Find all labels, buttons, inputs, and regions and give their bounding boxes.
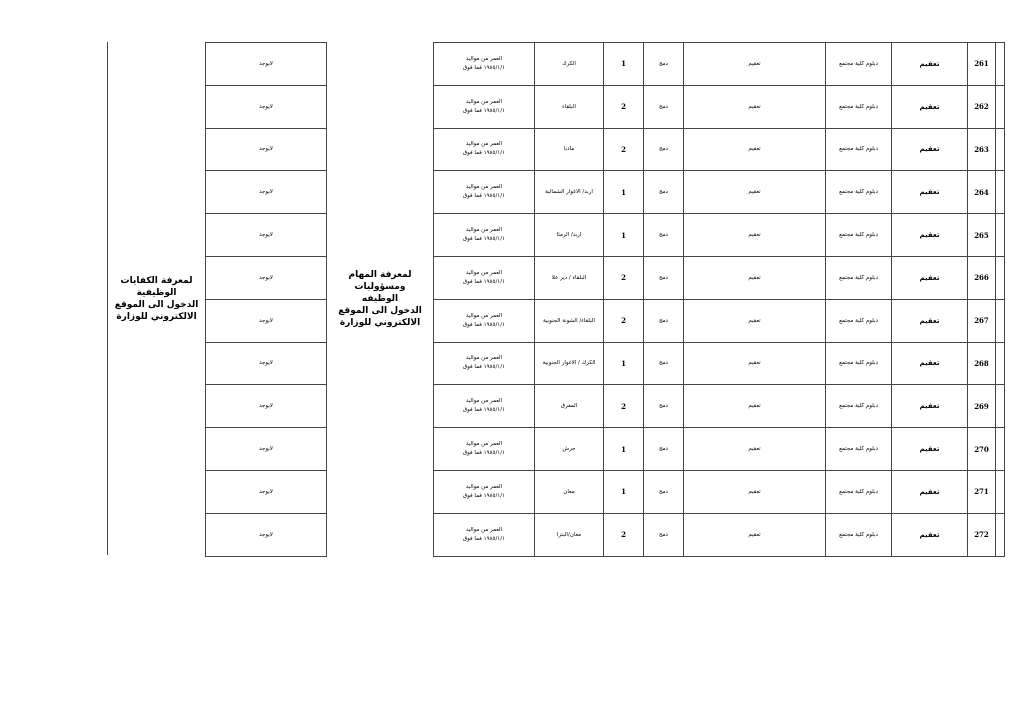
table-row xyxy=(434,128,1005,171)
left-row xyxy=(206,470,327,513)
type-cell: دمج xyxy=(644,513,684,556)
count-cell: 1 xyxy=(604,43,644,86)
left-column-table xyxy=(205,42,327,557)
count-cell: 1 xyxy=(604,342,644,385)
row-number-cell: 262 xyxy=(968,85,996,128)
tasks-note-line: لمعرفة المهام ومسؤوليات xyxy=(348,269,412,292)
age-cell xyxy=(434,385,535,428)
table-row xyxy=(434,428,1005,471)
age-cell xyxy=(434,171,535,214)
qualification-cell: دبلوم كلية مجتمع xyxy=(826,256,892,299)
qualification-cell: دبلوم كلية مجتمع xyxy=(826,128,892,171)
left-cell-value: لايوجد xyxy=(206,43,327,86)
job-cell: تعقيم xyxy=(892,513,968,556)
tasks-note-line: الوظيفه xyxy=(361,293,399,304)
type-cell: دمج xyxy=(644,128,684,171)
tasks-note xyxy=(327,42,433,555)
location-cell: البلقاء xyxy=(535,85,604,128)
competencies-note-line: لمعرفة الكفايات الوظيفية xyxy=(120,275,193,298)
type-cell: دمج xyxy=(644,256,684,299)
left-row xyxy=(206,43,327,86)
left-row xyxy=(206,385,327,428)
left-cell-value: لايوجد xyxy=(206,470,327,513)
location-cell: معان xyxy=(535,470,604,513)
age-line: ١٩٨٥/١/١ فما فوق xyxy=(462,450,506,457)
edge-cell xyxy=(996,43,1005,86)
type-cell: دمج xyxy=(644,214,684,257)
age-line: العمر من مواليد xyxy=(465,441,503,448)
job-cell: تعقيم xyxy=(892,256,968,299)
row-number-cell: 268 xyxy=(968,342,996,385)
edge-cell xyxy=(996,214,1005,257)
location-cell: اربد/ الاغوار الشمالية xyxy=(535,171,604,214)
table-row xyxy=(434,470,1005,513)
age-line: ١٩٨٥/١/١ فما فوق xyxy=(462,150,506,157)
type-cell: دمج xyxy=(644,385,684,428)
competencies-note-line: الدخول الى الموقع xyxy=(114,299,199,310)
age-line: العمر من مواليد xyxy=(465,141,503,148)
left-cell-value: لايوجد xyxy=(206,513,327,556)
type-cell: دمج xyxy=(644,342,684,385)
specialty-cell: تعقيم xyxy=(684,214,826,257)
location-cell: جرش xyxy=(535,428,604,471)
age-line: ١٩٨٥/١/١ فما فوق xyxy=(462,535,506,542)
row-number-cell: 264 xyxy=(968,171,996,214)
age-cell xyxy=(434,43,535,86)
age-cell xyxy=(434,342,535,385)
table-row xyxy=(434,299,1005,342)
age-line: العمر من مواليد xyxy=(465,355,503,362)
count-cell: 1 xyxy=(604,214,644,257)
age-line: العمر من مواليد xyxy=(465,398,503,405)
row-number-cell: 265 xyxy=(968,214,996,257)
location-cell: اربد/ الرمثا xyxy=(535,214,604,257)
table-row xyxy=(434,171,1005,214)
age-line: العمر من مواليد xyxy=(465,483,503,490)
age-line: العمر من مواليد xyxy=(465,312,503,319)
table-row xyxy=(434,85,1005,128)
type-cell: دمج xyxy=(644,299,684,342)
left-row xyxy=(206,171,327,214)
left-cell-value: لايوجد xyxy=(206,171,327,214)
qualification-cell: دبلوم كلية مجتمع xyxy=(826,214,892,257)
qualification-cell: دبلوم كلية مجتمع xyxy=(826,171,892,214)
qualification-cell: دبلوم كلية مجتمع xyxy=(826,470,892,513)
edge-cell xyxy=(996,470,1005,513)
location-cell: مادبا xyxy=(535,128,604,171)
specialty-cell: تعقيم xyxy=(684,385,826,428)
job-cell: تعقيم xyxy=(892,428,968,471)
age-line: ١٩٨٥/١/١ فما فوق xyxy=(462,492,506,499)
age-line: ١٩٨٥/١/١ فما فوق xyxy=(462,407,506,414)
row-number-cell: 261 xyxy=(968,43,996,86)
job-cell: تعقيم xyxy=(892,214,968,257)
age-line: العمر من مواليد xyxy=(465,227,503,234)
type-cell: دمج xyxy=(644,43,684,86)
tasks-note-line: الالكتروني للوزارة xyxy=(339,317,421,328)
type-cell: دمج xyxy=(644,171,684,214)
edge-cell xyxy=(996,171,1005,214)
count-cell: 2 xyxy=(604,128,644,171)
count-cell: 2 xyxy=(604,385,644,428)
edge-cell xyxy=(996,342,1005,385)
age-cell xyxy=(434,128,535,171)
qualification-cell: دبلوم كلية مجتمع xyxy=(826,385,892,428)
count-cell: 1 xyxy=(604,470,644,513)
row-number-cell: 269 xyxy=(968,385,996,428)
left-row xyxy=(206,85,327,128)
qualification-cell: دبلوم كلية مجتمع xyxy=(826,513,892,556)
age-line: ١٩٨٥/١/١ فما فوق xyxy=(462,321,506,328)
left-cell-value: لايوجد xyxy=(206,385,327,428)
age-line: ١٩٨٥/١/١ فما فوق xyxy=(462,193,506,200)
left-row xyxy=(206,342,327,385)
left-cell-value: لايوجد xyxy=(206,128,327,171)
left-row xyxy=(206,428,327,471)
edge-cell xyxy=(996,256,1005,299)
left-cell-value: لايوجد xyxy=(206,256,327,299)
age-cell xyxy=(434,428,535,471)
specialty-cell: تعقيم xyxy=(684,256,826,299)
row-number-cell: 270 xyxy=(968,428,996,471)
age-line: ١٩٨٥/١/١ فما فوق xyxy=(462,364,506,371)
location-cell: الكرك xyxy=(535,43,604,86)
left-row xyxy=(206,128,327,171)
tasks-note-line: الدخول الى الموقع xyxy=(338,305,422,316)
age-line: ١٩٨٥/١/١ فما فوق xyxy=(462,278,506,285)
job-cell: تعقيم xyxy=(892,342,968,385)
left-cell-value: لايوجد xyxy=(206,299,327,342)
count-cell: 2 xyxy=(604,256,644,299)
table-row xyxy=(434,342,1005,385)
left-cell-value: لايوجد xyxy=(206,85,327,128)
count-cell: 2 xyxy=(604,85,644,128)
competencies-note xyxy=(108,42,205,555)
type-cell: دمج xyxy=(644,428,684,471)
age-cell xyxy=(434,256,535,299)
qualification-cell: دبلوم كلية مجتمع xyxy=(826,428,892,471)
location-cell: البلقاء/ الشونة الجنوبية xyxy=(535,299,604,342)
location-cell: البلقاء / دير علا xyxy=(535,256,604,299)
row-number-cell: 263 xyxy=(968,128,996,171)
qualification-cell: دبلوم كلية مجتمع xyxy=(826,43,892,86)
count-cell: 1 xyxy=(604,171,644,214)
qualification-cell: دبلوم كلية مجتمع xyxy=(826,342,892,385)
job-cell: تعقيم xyxy=(892,128,968,171)
job-cell: تعقيم xyxy=(892,43,968,86)
edge-cell xyxy=(996,385,1005,428)
row-number-cell: 266 xyxy=(968,256,996,299)
qualification-cell: دبلوم كلية مجتمع xyxy=(826,85,892,128)
table-row xyxy=(434,256,1005,299)
left-cell-value: لايوجد xyxy=(206,428,327,471)
job-cell: تعقيم xyxy=(892,171,968,214)
age-line: ١٩٨٥/١/١ فما فوق xyxy=(462,236,506,243)
edge-cell xyxy=(996,428,1005,471)
specialty-cell: تعقيم xyxy=(684,171,826,214)
specialty-cell: تعقيم xyxy=(684,85,826,128)
table-row xyxy=(434,385,1005,428)
age-line: العمر من مواليد xyxy=(465,269,503,276)
job-cell: تعقيم xyxy=(892,85,968,128)
specialty-cell: تعقيم xyxy=(684,513,826,556)
left-row xyxy=(206,214,327,257)
qualification-cell: دبلوم كلية مجتمع xyxy=(826,299,892,342)
specialty-cell: تعقيم xyxy=(684,470,826,513)
job-cell: تعقيم xyxy=(892,470,968,513)
location-cell: معان/البترا xyxy=(535,513,604,556)
location-cell: المفرق xyxy=(535,385,604,428)
left-cell-value: لايوجد xyxy=(206,214,327,257)
count-cell: 1 xyxy=(604,428,644,471)
count-cell: 2 xyxy=(604,513,644,556)
specialty-cell: تعقيم xyxy=(684,299,826,342)
job-cell: تعقيم xyxy=(892,385,968,428)
job-cell: تعقيم xyxy=(892,299,968,342)
left-row xyxy=(206,256,327,299)
age-cell xyxy=(434,85,535,128)
age-cell xyxy=(434,299,535,342)
left-row xyxy=(206,299,327,342)
table-row xyxy=(434,513,1005,556)
jobs-table xyxy=(433,42,1005,557)
row-number-cell: 272 xyxy=(968,513,996,556)
edge-cell xyxy=(996,128,1005,171)
count-cell: 2 xyxy=(604,299,644,342)
age-cell xyxy=(434,470,535,513)
left-cell-value: لايوجد xyxy=(206,342,327,385)
type-cell: دمج xyxy=(644,470,684,513)
age-line: ١٩٨٥/١/١ فما فوق xyxy=(462,107,506,114)
specialty-cell: تعقيم xyxy=(684,43,826,86)
age-line: العمر من مواليد xyxy=(465,184,503,191)
age-cell xyxy=(434,214,535,257)
edge-cell xyxy=(996,299,1005,342)
competencies-note-line: الالكتروني للوزارة xyxy=(116,311,197,322)
edge-cell xyxy=(996,513,1005,556)
age-line: العمر من مواليد xyxy=(465,98,503,105)
specialty-cell: تعقيم xyxy=(684,128,826,171)
edge-cell xyxy=(996,85,1005,128)
row-number-cell: 267 xyxy=(968,299,996,342)
type-cell: دمج xyxy=(644,85,684,128)
table-row xyxy=(434,214,1005,257)
table-row xyxy=(434,43,1005,86)
specialty-cell: تعقيم xyxy=(684,428,826,471)
row-number-cell: 271 xyxy=(968,470,996,513)
left-row xyxy=(206,513,327,556)
location-cell: الكرك / الاغوار الجنوبية xyxy=(535,342,604,385)
age-cell xyxy=(434,513,535,556)
age-line: العمر من مواليد xyxy=(465,55,503,62)
age-line: ١٩٨٥/١/١ فما فوق xyxy=(462,64,506,71)
specialty-cell: تعقيم xyxy=(684,342,826,385)
age-line: العمر من مواليد xyxy=(465,526,503,533)
